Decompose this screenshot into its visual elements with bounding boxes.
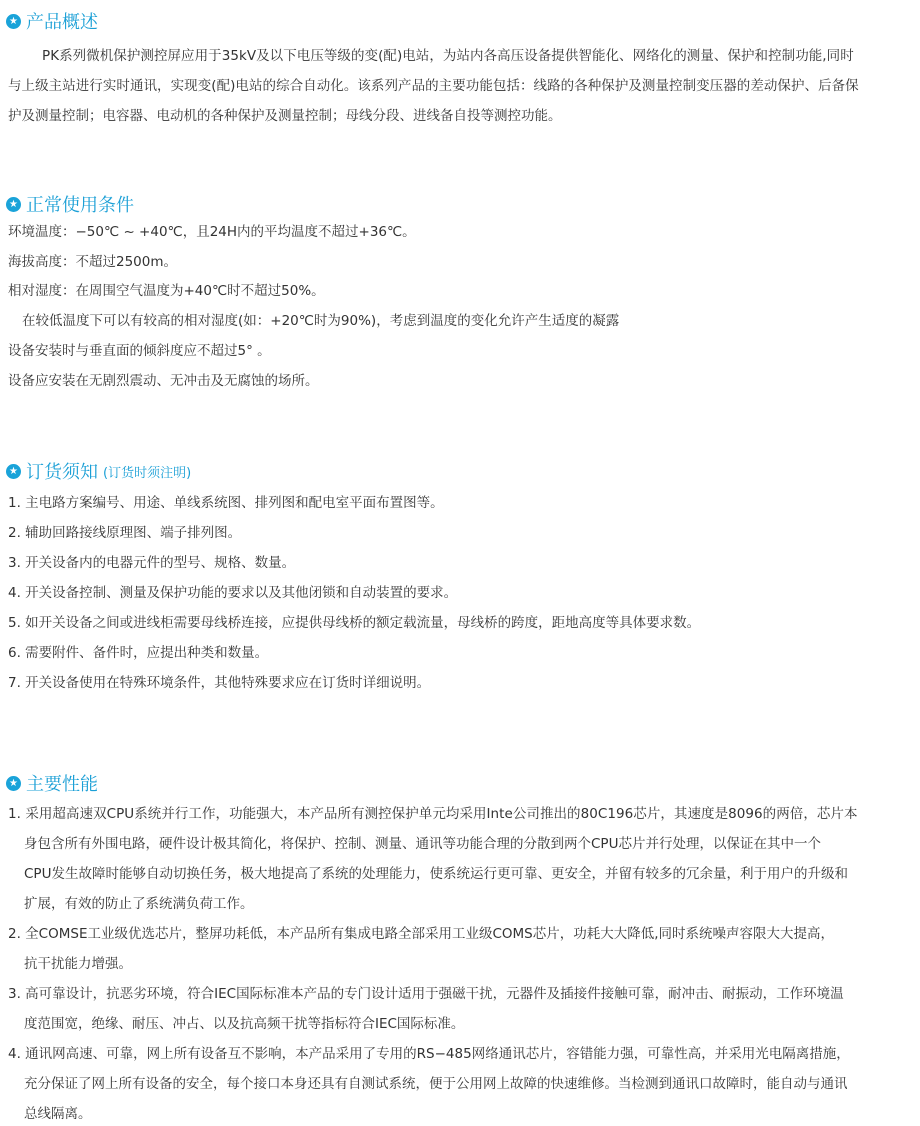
section-ordering-notes	[0, 458, 920, 691]
condition-line: 设备安装时与垂直面的倾斜度应不超过5° 。	[8, 343, 271, 359]
section-title: 主要性能	[26, 774, 98, 795]
list-item-continuation: 身包含所有外围电路，硬件设计极其简化，将保护、控制、测量、通讯等功能合理的分散到两个CPU芯片并行处理，以保证在其中一个	[24, 836, 821, 852]
list-item: 6. 需要附件、备件时，应提出种类和数量。	[8, 645, 269, 661]
list-item-continuation: 度范围宽，绝缘、耐压、冲占、以及抗高频干扰等指标符合IEC国际标准。	[24, 1016, 465, 1032]
condition-line: 相对湿度：在周围空气温度为+40℃时不超过50%。	[8, 283, 325, 299]
section-title: 订货须知	[26, 462, 98, 483]
paragraph-line: 护及测量控制；电容器、电动机的各种保护及测量控制；母线分段、进线备自投等测控功能。	[8, 108, 562, 124]
section-product-overview	[0, 8, 920, 124]
list-item: 3. 开关设备内的电器元件的型号、规格、数量。	[8, 555, 296, 571]
condition-line: 在较低温度下可以有较高的相对湿度(如：+20℃时为90%)，考虑到温度的变化允许产生适度的凝露	[22, 313, 620, 329]
list-item: 5. 如开关设备之间或进线柜需要母线桥连接，应提供母线桥的额定载流量，母线桥的跨度，距地高度等具体要求数。	[8, 615, 701, 631]
section-title: 正常使用条件	[26, 195, 134, 216]
star-circle-icon	[6, 464, 21, 479]
list-item: 1. 采用超高速双CPU系统并行工作，功能强大，本产品所有测控保护单元均采用Inte公司推出的80C196芯片，其速度是8096的两倍，芯片本	[8, 806, 858, 822]
list-item: 2. 辅助回路接线原理图、端子排列图。	[8, 525, 242, 541]
star-circle-icon	[6, 197, 21, 212]
section-note: (订货时须注明)	[103, 465, 192, 481]
list-item: 2. 全COMSE工业级优选芯片，整屏功耗低，本产品所有集成电路全部采用工业级COMS芯片，功耗大大降低,同时系统噪声容限大大提高，	[8, 926, 835, 942]
condition-line: 环境温度：−50℃ ~ +40℃，且24H内的平均温度不超过+36℃。	[8, 224, 416, 240]
list-item-continuation: CPU发生故障时能够自动切换任务，极大地提高了系统的处理能力，使系统运行更可靠、更安全，并留有较多的冗余量，利于用户的升级和	[24, 866, 848, 882]
section-header	[6, 770, 920, 796]
star-circle-icon	[6, 14, 21, 29]
paragraph-line: 与上级主站进行实时通讯，实现变(配)电站的综合自动化。该系列产品的主要功能包括：线路的各种保护及测量控制变压器的差动保护、后备保	[8, 78, 859, 94]
section-title: 产品概述	[26, 12, 98, 33]
list-item: 7. 开关设备使用在特殊环境条件，其他特殊要求应在订货时详细说明。	[8, 675, 431, 691]
list-item-continuation: 总线隔离。	[24, 1106, 92, 1122]
condition-line: 海拔高度：不超过2500m。	[8, 254, 178, 270]
section-main-performance	[0, 770, 920, 1122]
section-header	[6, 191, 920, 217]
paragraph-line: PK系列微机保护测控屏应用于35kV及以下电压等级的变(配)电站，为站内各高压设备提供智能化、网络化的测量、保护和控制功能,同时	[42, 48, 854, 64]
section-header	[6, 8, 920, 34]
list-item-continuation: 充分保证了网上所有设备的安全，每个接口本身还具有自测试系统，便于公用网上故障的快速维修。当检测到通讯口故障时，能自动与通讯	[24, 1076, 848, 1092]
list-item: 4. 通讯网高速、可靠，网上所有设备互不影响，本产品采用了专用的RS−485网络通讯芯片，容错能力强，可靠性高，并采用光电隔离措施，	[8, 1046, 850, 1062]
section-header	[6, 458, 920, 484]
condition-line: 设备应安装在无剧烈震动、无冲击及无腐蚀的场所。	[8, 373, 319, 389]
list-item: 4. 开关设备控制、测量及保护功能的要求以及其他闭锁和自动装置的要求。	[8, 585, 458, 601]
list-item-continuation: 抗干扰能力增强。	[24, 956, 132, 972]
list-item-continuation: 扩展，有效的防止了系统满负荷工作。	[24, 896, 254, 912]
list-item: 1. 主电路方案编号、用途、单线系统图、排列图和配电室平面布置图等。	[8, 495, 444, 511]
list-item: 3. 高可靠设计，抗恶劣环境，符合IEC国际标准本产品的专门设计适用于强磁干扰，元器件及插接件接触可靠，耐冲击、耐振动，工作环境温	[8, 986, 844, 1002]
section-operating-conditions	[0, 191, 920, 389]
star-circle-icon	[6, 776, 21, 791]
